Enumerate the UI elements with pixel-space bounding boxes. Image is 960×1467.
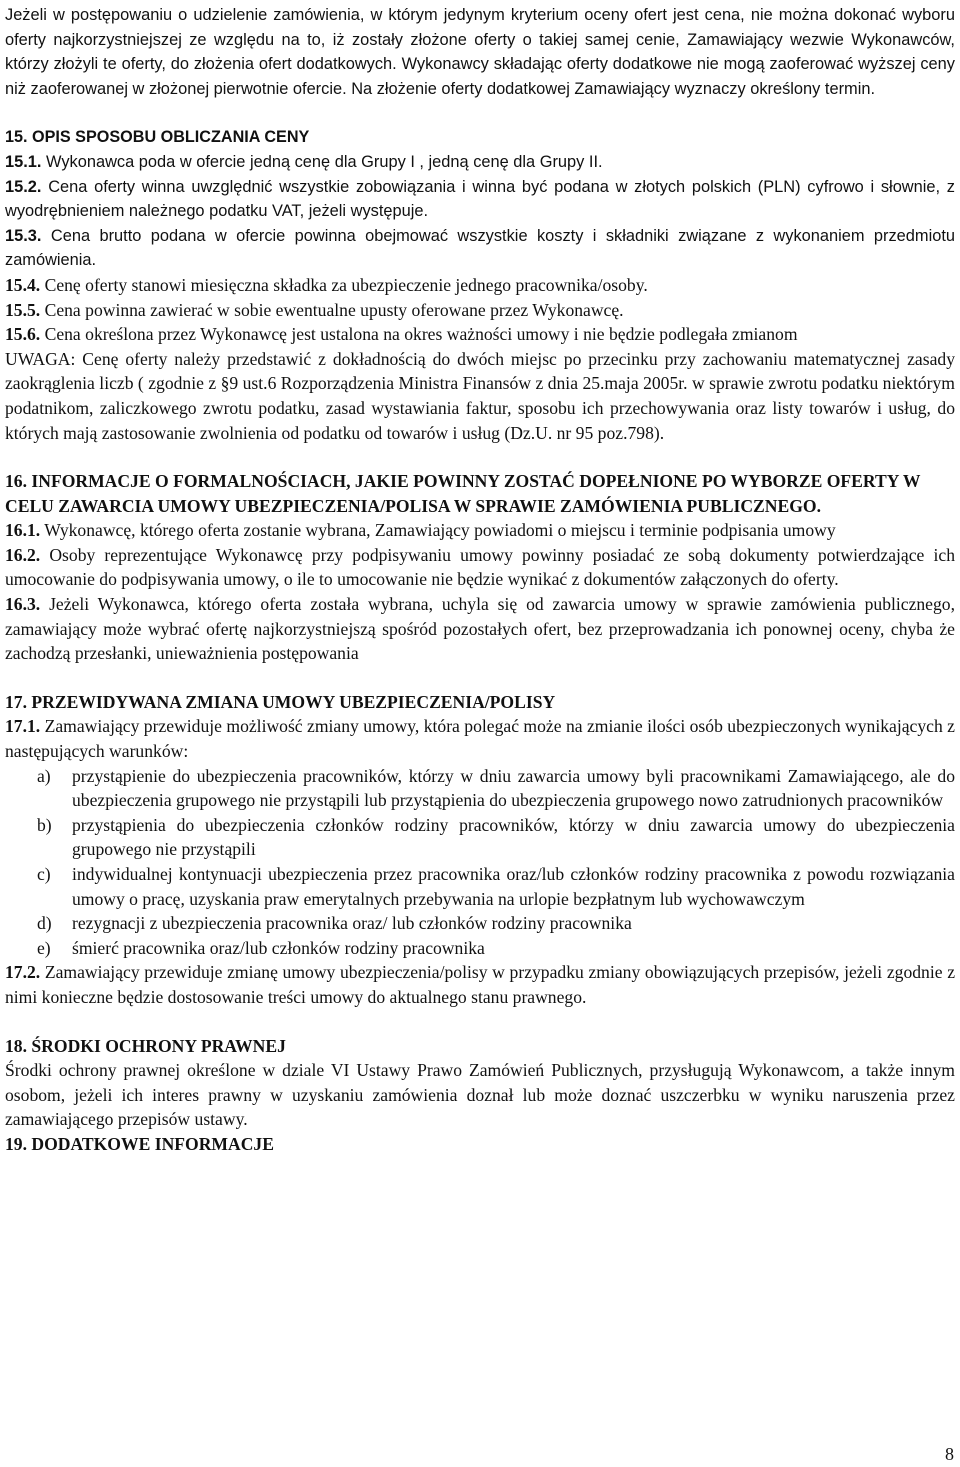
clause-text: Cenę oferty stanowi miesięczna składka za ubezpieczenie jednego pracownika/osoby. — [44, 274, 648, 295]
clause-number: 15.3. — [5, 226, 42, 245]
clause-number: 15.1. — [5, 152, 42, 171]
clause-17-2 — [5, 960, 955, 1009]
list-item — [5, 862, 955, 911]
list-marker: b) — [37, 814, 52, 835]
clause-text: Zamawiający przewiduje zmianę umowy ubezpieczenia/polisy w przypadku zmiany obowiązujących przepisów, jeżeli zgodnie z nimi konieczne będzie dostosowanie treści umowy do aktualnego stanu prawnego. — [5, 962, 956, 1007]
document-page — [5, 3, 955, 1157]
list-marker: e) — [37, 937, 51, 958]
clause-number: 15.5. — [5, 299, 41, 320]
clause-number: 15.2. — [5, 177, 42, 196]
list-item-text: przystąpienie do ubezpieczenia pracowników, którzy w dniu zawarcia umowy byli pracownikami Zamawiającego, ale do ubezpieczenia grupowego nie przystąpili lub przystąpienia do ubezpieczenia grupowego nowo zatrudnionych pracowników — [72, 765, 955, 811]
clause-number: 15.4. — [5, 274, 41, 295]
clause-15-2 — [5, 175, 955, 224]
list-item-text: indywidualnej kontynuacji ubezpieczenia przez pracownika oraz/lub członków rodziny pracownika z powodu rozwiązania umowy o pracę, uzyskania praw emerytalnych przebywania na urlopie bezpłatnym lub wychowawczym — [72, 864, 955, 909]
clause-number: 16.3. — [5, 594, 41, 615]
section-16-heading: 16. INFORMACJE O FORMALNOŚCIACH, JAKIE POWINNY ZOSTAĆ DOPEŁNIONE PO WYBORZE OFERTY W CELU ZAWARCIA UMOWY UBEZPIECZENIA/POLISA W SPRAWIE ZAMÓWIENIA PUBLICZNEGO. — [5, 471, 921, 516]
list-item — [5, 936, 955, 961]
section-18-text: Środki ochrony prawnej określone w dziale VI Ustawy Prawo Zamówień Publicznych, przysługują Wykonawcom, a także innym osobom, jeżeli ich interes prawny w uzyskaniu zamówienia doznał lub może doznać uszczerbku w wyniku naruszenia przez zamawiającego przepisów ustawy. — [5, 1060, 955, 1130]
list-marker: a) — [37, 765, 51, 786]
clause-15-1 — [5, 150, 955, 175]
list-item — [5, 764, 955, 813]
spacer — [5, 666, 955, 690]
clause-text: Osoby reprezentujące Wykonawcę przy podpisywaniu umowy powinny posiadać ze sobą dokumenty potwierdzające ich umocowanie do podpisywania umowy, o ile to umocowanie nie będzie wynikać z dokumentów załączonych do oferty. — [5, 544, 955, 590]
uwaga-note: UWAGA: Cenę oferty należy przedstawić z dokładnością do dwóch miejsc po przecinku przy zachowaniu matematycznej zasady zaokrąglenia liczb ( zgodnie z §9 ust.6 Rozporządzenia Ministra Finansów z dnia 25.maja 2005r. w sprawie zwrotu podatku niektórym podatnikom, zaliczkowego zwrotu podatku, zasad wystawiania faktur, sposobu ich przechowywania oraz listy towarów i usług, do których mają zastosowanie zwolnienia od podatku od towarów i usług (Dz.U. nr 95 poz.798). — [5, 348, 955, 443]
clause-16-2 — [5, 543, 955, 592]
list-item-text: przystąpienia do ubezpieczenia członków rodziny pracowników, którzy w dniu zawarcia umowy do ubezpieczenia grupowego nie przystąpili — [72, 814, 955, 860]
list-item — [5, 911, 955, 936]
clause-15-5 — [5, 298, 955, 323]
section-15-heading: 15. OPIS SPOSOBU OBLICZANIA CENY — [5, 128, 310, 147]
list-item — [5, 813, 955, 862]
clause-16-1 — [5, 518, 955, 543]
list-item-text: śmierć pracownika oraz/lub członków rodziny pracownika — [72, 937, 485, 958]
clause-15-4 — [5, 273, 955, 298]
clause-text: Wykonawcę, którego oferta zostanie wybrana, Zamawiający powiadomi o miejscu i terminie podpisania umowy — [44, 520, 836, 541]
conditions-list — [5, 764, 955, 961]
clause-number: 16.1. — [5, 520, 41, 541]
section-17-heading: 17. PRZEWIDYWANA ZMIANA UMOWY UBEZPIECZENIA/POLISY — [5, 691, 556, 712]
section-19-heading: 19. DODATKOWE INFORMACJE — [5, 1133, 274, 1154]
spacer — [5, 1010, 955, 1034]
list-marker: c) — [37, 864, 51, 884]
clause-17-1 — [5, 714, 955, 763]
page-number: 8 — [945, 1444, 954, 1464]
spacer — [5, 101, 955, 125]
clause-text: Cena brutto podana w ofercie powinna obejmować wszystkie koszty i składniki związane z wykonaniem przedmiotu zamówienia. — [5, 226, 955, 270]
clause-number: 17.1. — [5, 716, 41, 737]
clause-text: Wykonawca poda w ofercie jedną cenę dla Grupy I , jedną cenę dla Grupy II. — [46, 152, 603, 171]
clause-text: Zamawiający przewiduje możliwość zmiany umowy, która polegać może na zmianie ilości osób ubezpieczonych wynikających z następujących warunków: — [5, 716, 955, 762]
list-item-text: rezygnacji z ubezpieczenia pracownika oraz/ lub członków rodziny pracownika — [72, 913, 632, 934]
clause-number: 17.2. — [5, 962, 41, 983]
clause-text: Jeżeli Wykonawca, którego oferta została wybrana, uchyla się od zawarcia umowy w sprawie zamówienia publicznego, zamawiający może wybrać ofertę najkorzystniejszą spośród pozostałych ofert, bez przeprowadzania ich ponownej oceny, chyba że zachodzą przesłanki, unieważnienia postępowania — [5, 594, 955, 664]
clause-text: Cena powinna zawierać w sobie ewentualne upusty oferowane przez Wykonawcę. — [44, 299, 624, 320]
intro-paragraph: Jeżeli w postępowaniu o udzielenie zamówienia, w którym jedynym kryterium oceny ofert jest cena, nie można dokonać wyboru oferty najkorzystniejszej ze względu na to, iż zostały złożone oferty o takiej samej cenie, Zamawiający wezwie Wykonawców, którzy złożyli te oferty, do złożenia ofert dodatkowych. Wykonawcy składając oferty dodatkowe nie mogą zaoferować wyższej ceny niż zaoferowanej w złożonej pierwotnie ofercie. Na złożenie oferty dodatkowej Zamawiający wyznaczy określony termin. — [5, 6, 955, 98]
clause-text: Cena określona przez Wykonawcę jest ustalona na okres ważności umowy i nie będzie podlegała zmianom — [44, 324, 798, 345]
clause-15-3 — [5, 224, 955, 273]
section-18-heading: 18. ŚRODKI OCHRONY PRAWNEJ — [5, 1035, 286, 1056]
clause-number: 16.2. — [5, 544, 41, 565]
clause-16-3 — [5, 592, 955, 666]
clause-number: 15.6. — [5, 324, 41, 345]
clause-text: Cena oferty winna uwzględnić wszystkie zobowiązania i winna być podana w złotych polskich (PLN) cyfrowo i słownie, z wyodrębnieniem należnego podatku VAT, jeżeli występuje. — [5, 177, 955, 221]
clause-15-6 — [5, 322, 955, 347]
spacer — [5, 445, 955, 469]
list-marker: d) — [37, 913, 52, 934]
